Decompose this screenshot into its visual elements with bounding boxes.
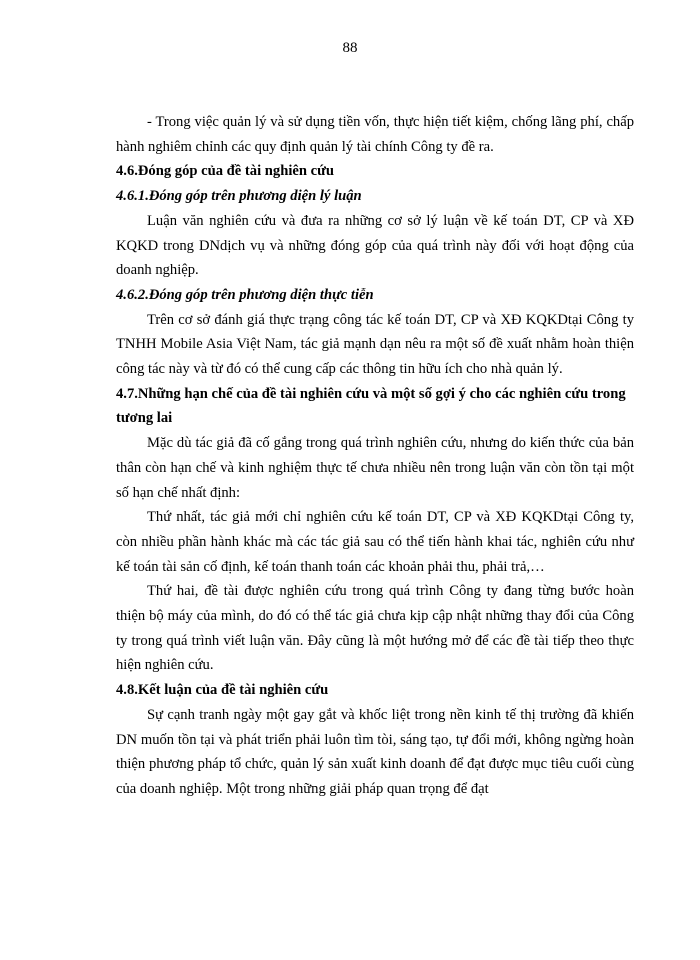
paragraph-limitation-first: Thứ nhất, tác giả mới chỉ nghiên cứu kế toán DT, CP và XĐ KQKDtại Công ty, còn nhiều phần hành khác mà các tác giả sau có thể tiến hành khai tác, nghiên cứu như kế toán tài sản cố định, kế toán thanh toán các khoản phải thu, phải trả,…	[116, 509, 634, 575]
heading-4-6-1-theoretical: 4.6.1.Đóng góp trên phương diện lý luận	[116, 188, 362, 205]
page-number: 88	[342, 40, 358, 56]
paragraph-theoretical-contribution: Luận văn nghiên cứu và đưa ra những cơ sở lý luận về kế toán DT, CP và XĐ KQKD trong DNdịch vụ và những đóng góp của quá trình này đối với hoạt động của doanh nghiệp.	[116, 212, 634, 279]
paragraph-limitations-intro: Mặc dù tác giả đã cố gắng trong quá trình nghiên cứu, nhưng do kiến thức của bản thân còn hạn chế và kinh nghiệm thực tế chưa nhiều nên trong luận văn còn tồn tại một số hạn chế nhất định:	[116, 435, 634, 501]
heading-4-6-2-practical: 4.6.2.Đóng góp trên phương diện thực tiễn	[116, 286, 374, 303]
paragraph-practical-contribution: Trên cơ sở đánh giá thực trạng công tác kế toán DT, CP và XĐ KQKDtại Công ty TNHH Mobile Asia Việt Nam, tác giả mạnh dạn nêu ra một số đề xuất nhằm hoàn thiện công tác này và từ đó có thể cung cấp các thông tin hữu ích cho nhà quản lý.	[116, 311, 634, 378]
paragraph-conclusion: Sự cạnh tranh ngày một gay gắt và khốc liệt trong nền kinh tế thị trường đã khiến DN muốn tồn tại và phát triển phải luôn tìm tòi, sáng tạo, tự đổi mới, không ngừng hoàn thiện phương pháp tổ chức, quản lý sản xuất kinh doanh để đạt được mục tiêu cuối cùng của doanh nghiệp. Một trong những giải pháp quan trọng để đạt	[116, 706, 634, 797]
body-text	[116, 110, 634, 802]
heading-4-8-conclusion: 4.8.Kết luận của đề tài nghiên cứu	[116, 682, 329, 699]
heading-4-6-contributions: 4.6.Đóng góp của đề tài nghiên cứu	[116, 163, 334, 180]
heading-4-7-limitations: 4.7.Những hạn chế của đề tài nghiên cứu và một số gợi ý cho các nghiên cứu trong tương lai	[116, 385, 626, 427]
paragraph-financial-management: - Trong việc quản lý và sử dụng tiền vốn, thực hiện tiết kiệm, chống lãng phí, chấp hành nghiêm chỉnh các quy định quản lý tài chính Công ty đề ra.	[116, 114, 634, 155]
paragraph-limitation-second: Thứ hai, đề tài được nghiên cứu trong quá trình Công ty đang từng bước hoàn thiện bộ máy của mình, do đó có thể tác giả chưa kịp cập nhật những thay đổi của Công ty trong quá trình viết luận văn. Đây cũng là một hướng mở để các đề tài tiếp theo thực hiện nghiên cứu.	[116, 583, 634, 674]
